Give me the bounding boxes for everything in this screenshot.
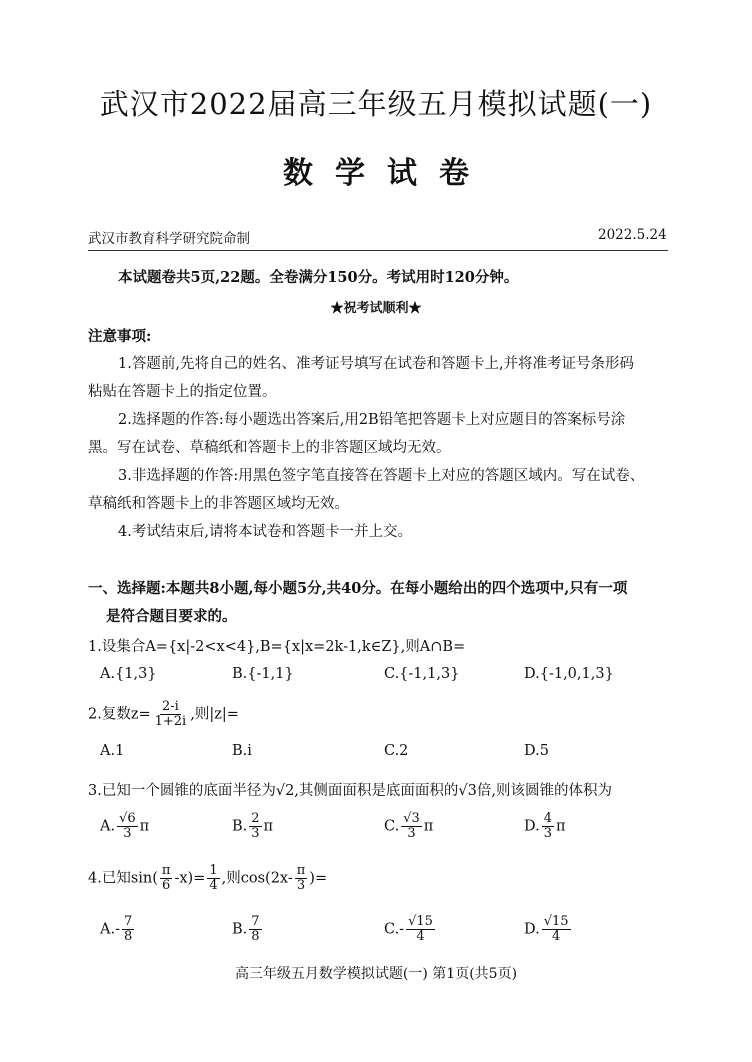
notes-heading: 注意事项:: [88, 328, 152, 345]
note-line: 草稿纸和答题卡上的非答题区域均无效。: [88, 496, 349, 512]
q4-option-c: C.- $\frac{√15}{4}$: [384, 914, 433, 944]
section-heading-cont: 是符合题目要求的。: [106, 608, 237, 625]
q2-fraction: [153, 700, 189, 729]
intro-text: 本试题卷共5页,22题。全卷满分150分。考试用时120分钟。: [118, 269, 519, 286]
note-line: 黑。写在试卷、草稿纸和答题卡上的非答题区域均无效。: [88, 440, 451, 456]
q2-prefix: 2.复数z=: [88, 706, 151, 723]
q2-option-b: B.i: [232, 743, 252, 759]
q2-option-d: D.5: [524, 743, 549, 759]
exam-title: 武汉市2022届高三年级五月模拟试题(一): [99, 87, 653, 121]
q3-option-b: B. $\frac{2}{3}$ π: [232, 811, 274, 841]
note-line: 3.非选择题的作答:用黑色签字笔直接答在答题卡上对应的答题区域内。写在试卷、: [118, 468, 645, 484]
wish-text: ★祝考试顺利★: [330, 301, 422, 316]
q2-option-c: C.2: [384, 743, 409, 759]
q2-suffix: ,则|z|=: [190, 706, 239, 723]
q1-option-c: C.{-1,1,3}: [384, 666, 460, 682]
subject-title: 数学试卷: [283, 156, 491, 191]
q3-option-d: D. $\frac{4}{3}$ π: [524, 811, 566, 841]
q1-option-b: B.{-1,1}: [232, 666, 294, 682]
question-3-stem: 3.已知一个圆锥的底面半径为√2,其侧面面积是底面面积的√3倍,则该圆锥的体积为: [88, 783, 612, 799]
exam-date: 2022.5.24: [598, 227, 667, 243]
section-heading: 一、选择题:本题共8小题,每小题5分,共40分。在每小题给出的四个选项中,只有一项: [88, 580, 628, 597]
issuer: 武汉市教育科学研究院命制: [88, 231, 250, 247]
q4-option-d: D. $\frac{√15}{4}$: [524, 914, 569, 944]
note-line: 1.答题前,先将自己的姓名、准考证号填写在试卷和答题卡上,并将准考证号条形码: [118, 356, 635, 372]
note-line: 2.选择题的作答:每小题选出答案后,用2B铅笔把答题卡上对应题目的答案标号涂: [118, 412, 626, 428]
q4-option-a: A.- $\frac{7}{8}$: [100, 914, 133, 944]
q3-option-a: A. $\frac{√6}{3}$ π: [100, 811, 150, 841]
question-1-stem: 1.设集合A={x|-2<x<4},B={x|x=2k-1,k∈Z},则A∩B=: [88, 639, 466, 655]
q3-option-c: C. $\frac{√3}{3}$ π: [384, 811, 434, 841]
header-rule: [88, 250, 668, 251]
question-2-stem: [88, 700, 239, 729]
q1-option-a: A.{1,3}: [100, 666, 157, 682]
note-line: 4.考试结束后,请将本试卷和答题卡一并上交。: [118, 524, 412, 540]
q2-fraction-den: 1+2i: [154, 714, 187, 729]
q1-option-d: D.{-1,0,1,3}: [524, 666, 614, 682]
q2-option-a: A.1: [100, 743, 125, 759]
page-footer: 高三年级五月数学模拟试题(一) 第1页(共5页): [234, 966, 518, 982]
q2-fraction-num: 2-i: [162, 699, 179, 714]
question-4-stem: 4.已知sin( $\frac{\pi}{6}$ -x)= $\frac{1}{4}$ ,则cos(2x- $\frac{\pi}{3}$ )=: [88, 863, 328, 893]
note-line: 粘贴在答题卡上的指定位置。: [88, 384, 277, 400]
q4-option-b: B. $\frac{7}{8}$: [232, 914, 260, 944]
